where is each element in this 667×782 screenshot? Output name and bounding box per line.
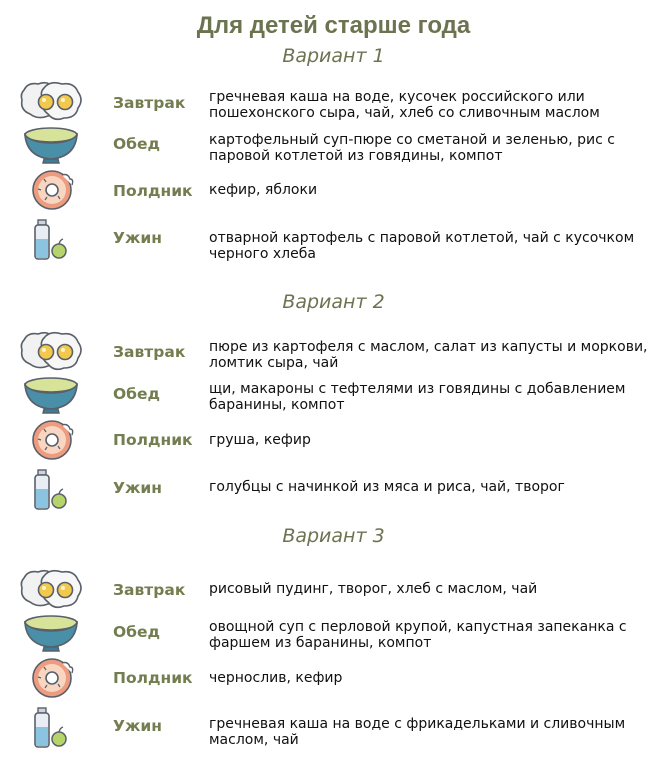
variant-title: Вариант 2: [282, 291, 385, 313]
meal-description: отварной картофель с паровой котлетой, чай с кусочком черного хлеба: [209, 230, 635, 262]
meal-row: [0, 328, 667, 374]
meal-row: [0, 78, 667, 124]
meal-description: картофельный суп-пюре со сметаной и зеленью, рис с паровой котлетой из говядины, компот: [209, 132, 615, 164]
bottle-apple-icon: [18, 705, 84, 751]
meal-description: голубцы с начинкой из мяса и риса, чай, творог: [209, 479, 565, 495]
donut-icon: [18, 417, 84, 463]
variant-title: Вариант 3: [282, 525, 385, 547]
meal-label: Обед: [113, 385, 161, 403]
meal-label: Обед: [113, 135, 161, 153]
meal-description: гречневая каша на воде, кусочек российского или пошехонского сыра, чай, хлеб со сливочным маслом: [209, 89, 600, 121]
meal-description: щи, макароны с тефтелями из говядины с добавлением баранины, компот: [209, 381, 626, 413]
meal-label: Завтрак: [113, 94, 186, 112]
meal-description: овощной суп с перловой крупой, капустная запеканка с фаршем из баранины, компот: [209, 619, 627, 651]
meal-row: [0, 609, 667, 655]
meal-label: Полдник: [113, 431, 193, 449]
bowl-icon: [18, 609, 84, 655]
eggs-icon: [18, 78, 84, 124]
meal-label: Ужин: [113, 229, 162, 247]
meal-row: [0, 417, 667, 463]
page-title: Для детей старше года: [196, 12, 471, 39]
meal-description: рисовый пудинг, творог, хлеб с маслом, чай: [209, 581, 538, 597]
meal-label: Полдник: [113, 669, 193, 687]
bowl-icon: [18, 371, 84, 417]
meal-label: Полдник: [113, 182, 193, 200]
meal-row: [0, 121, 667, 167]
meal-label: Обед: [113, 623, 161, 641]
meal-row: [0, 467, 667, 513]
bottle-apple-icon: [18, 217, 84, 263]
bottle-apple-icon: [18, 467, 84, 513]
variant-title: Вариант 1: [282, 45, 385, 67]
meal-row: [0, 566, 667, 612]
meal-label: Завтрак: [113, 581, 186, 599]
meal-description: груша, кефир: [209, 432, 311, 448]
donut-icon: [18, 655, 84, 701]
eggs-icon: [18, 328, 84, 374]
eggs-icon: [18, 566, 84, 612]
meal-label: Ужин: [113, 479, 162, 497]
meal-row: [0, 655, 667, 701]
meal-row: [0, 167, 667, 213]
meal-row: [0, 217, 667, 263]
donut-icon: [18, 167, 84, 213]
meal-description: чернослив, кефир: [209, 670, 343, 686]
meal-description: пюре из картофеля с маслом, салат из капусты и моркови, ломтик сыра, чай: [209, 339, 648, 371]
meal-label: Ужин: [113, 717, 162, 735]
meal-description: гречневая каша на воде с фрикадельками и сливочным маслом, чай: [209, 716, 626, 748]
meal-label: Завтрак: [113, 343, 186, 361]
meal-description: кефир, яблоки: [209, 182, 318, 198]
bowl-icon: [18, 121, 84, 167]
meal-row: [0, 371, 667, 417]
meal-row: [0, 705, 667, 751]
